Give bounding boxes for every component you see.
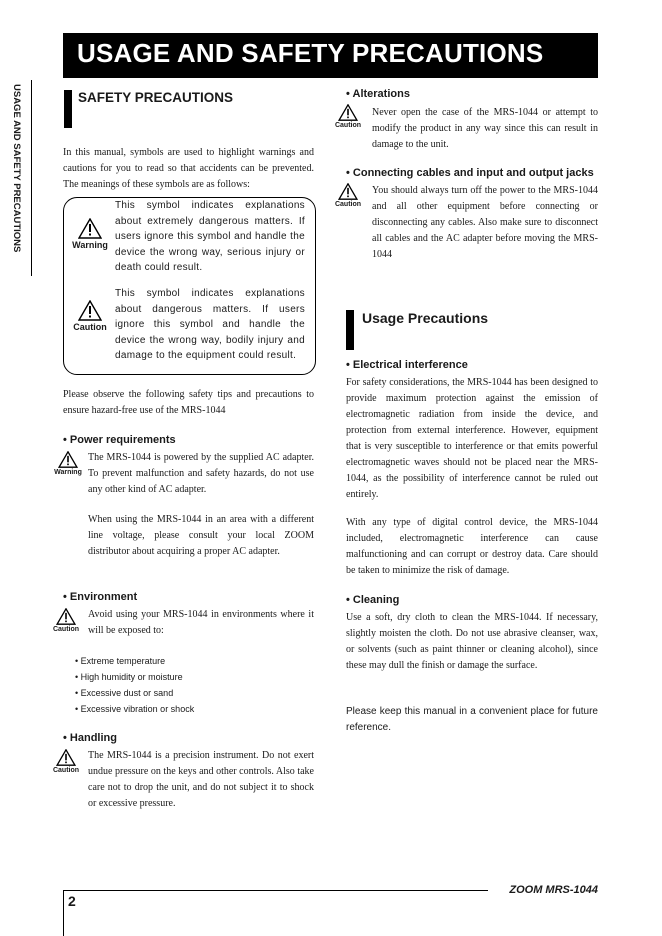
alterations-icon-label: Caution bbox=[334, 122, 362, 129]
alterations-text: Never open the case of the MRS-1044 or attempt to modify the product in any way since this can result in damage to the unit. bbox=[372, 107, 598, 150]
safety-section-title: SAFETY PRECAUTIONS bbox=[78, 90, 234, 105]
warning-triangle-icon bbox=[58, 451, 78, 468]
sidebar-tab bbox=[8, 84, 24, 274]
warning-triangle-icon bbox=[78, 218, 102, 239]
caution-description: This symbol indicates explanations about dangerous matters. If users ignore this symbol and handle the device the wrong way, bodily injury and damage to the equipment could result. bbox=[115, 288, 305, 361]
caution-triangle-icon bbox=[338, 104, 358, 121]
list-item: • Extreme temperature bbox=[75, 656, 166, 666]
cleaning-heading: • Cleaning bbox=[346, 594, 400, 606]
page-banner bbox=[63, 33, 598, 78]
usage-section-title: Usage Precautions bbox=[362, 310, 489, 326]
electrical-heading: • Electrical interference bbox=[346, 359, 468, 371]
page-title: USAGE AND SAFETY PRECAUTIONS bbox=[77, 38, 544, 68]
list-item: • Excessive vibration or shock bbox=[75, 704, 195, 714]
sidebar-divider bbox=[31, 80, 32, 276]
caution-label: Caution bbox=[73, 322, 107, 332]
cleaning-text: Use a soft, dry cloth to clean the MRS-1044. If necessary, slightly moisten the cloth. Do not use abrasive cleanser, wax, or solvents (such as paint thinner or cleaning alcohol), since these may dull the finish or damage the surface. bbox=[346, 612, 598, 671]
footer-rule bbox=[63, 890, 488, 891]
footer-brand: ZOOM MRS-1044 bbox=[509, 884, 598, 896]
power-warning-symbol bbox=[53, 451, 83, 476]
page-number: 2 bbox=[68, 893, 76, 909]
safety-intro: In this manual, symbols are used to highlight warnings and cautions for you to read so that accidents can be prevented. The meanings of these symbols are as follows: bbox=[63, 147, 314, 190]
environment-bullets bbox=[75, 653, 194, 717]
list-item: • High humidity or moisture bbox=[75, 672, 183, 682]
warning-description: This symbol indicates explanations about extremely dangerous matters. If users ignore this symbol and handle the device the wrong way, serious injury or death could result. bbox=[115, 200, 305, 273]
keep-manual-note: Please keep this manual in a convenient place for future reference. bbox=[346, 706, 598, 733]
warning-label: Warning bbox=[72, 240, 108, 250]
environment-icon-label: Caution bbox=[52, 626, 80, 633]
power-text-1: The MRS-1044 is powered by the supplied AC adapter. To prevent malfunction and safety hazards, do not use any other kind of AC adapter. bbox=[88, 452, 314, 495]
caution-triangle-icon bbox=[56, 608, 76, 625]
section-marker bbox=[346, 310, 354, 350]
caution-triangle-icon bbox=[338, 183, 358, 200]
footer-rule-vertical bbox=[63, 890, 64, 936]
cables-caution-symbol bbox=[333, 183, 363, 208]
handling-icon-label: Caution bbox=[52, 767, 80, 774]
cables-icon-label: Caution bbox=[334, 201, 362, 208]
environment-text: Avoid using your MRS-1044 in environments where it will be exposed to: bbox=[88, 609, 314, 636]
handling-text: The MRS-1044 is a precision instrument. Do not exert undue pressure on the keys and other controls. Also take care not to drop the unit, and do not subject it to shock or excessive pressure. bbox=[88, 750, 314, 809]
environment-caution-symbol bbox=[51, 608, 81, 633]
caution-symbol bbox=[72, 300, 108, 332]
cables-heading: • Connecting cables and input and output jacks bbox=[346, 167, 594, 179]
electrical-text-2: With any type of digital control device, the MRS-1044 included, electromagnetic interference can cause malfunctioning and can corrupt or destroy data. Care should be taken to minimize the risk of damage. bbox=[346, 517, 598, 576]
power-icon-label: Warning bbox=[54, 469, 82, 476]
caution-triangle-icon bbox=[78, 300, 102, 321]
power-text-2: When using the MRS-1044 in an area with a different line voltage, please consult your local ZOOM distributor about acquiring a proper AC adapter. bbox=[88, 514, 314, 557]
cables-text: You should always turn off the power to the MRS-1044 and all other equipment before connecting or disconnecting any cables. Also make sure to disconnect all cables and the AC adapter before moving the MRS-1044 bbox=[372, 185, 598, 260]
power-heading: • Power requirements bbox=[63, 434, 176, 446]
caution-triangle-icon bbox=[56, 749, 76, 766]
alterations-caution-symbol bbox=[333, 104, 363, 129]
alterations-heading: • Alterations bbox=[346, 88, 410, 100]
sidebar-tab-label: USAGE AND SAFETY PRECAUTIONS bbox=[11, 84, 22, 253]
handling-heading: • Handling bbox=[63, 732, 117, 744]
list-item: • Excessive dust or sand bbox=[75, 688, 174, 698]
environment-heading: • Environment bbox=[63, 591, 138, 603]
section-marker bbox=[64, 90, 72, 128]
handling-caution-symbol bbox=[51, 749, 81, 774]
observe-note: Please observe the following safety tips and precautions to ensure hazard-free use of the MRS-1044 bbox=[63, 389, 314, 416]
electrical-text-1: For safety considerations, the MRS-1044 has been designed to provide maximum protection against the emission of electromagnetic radiation from inside the device, and protection from external interference. However, equipment that is very susceptible to interference or that emits powerful electromagnetic waves should not be placed near the MRS-1044, as the possibility of interference cannot be ruled out entirely. bbox=[346, 377, 598, 500]
warning-symbol bbox=[72, 218, 108, 250]
